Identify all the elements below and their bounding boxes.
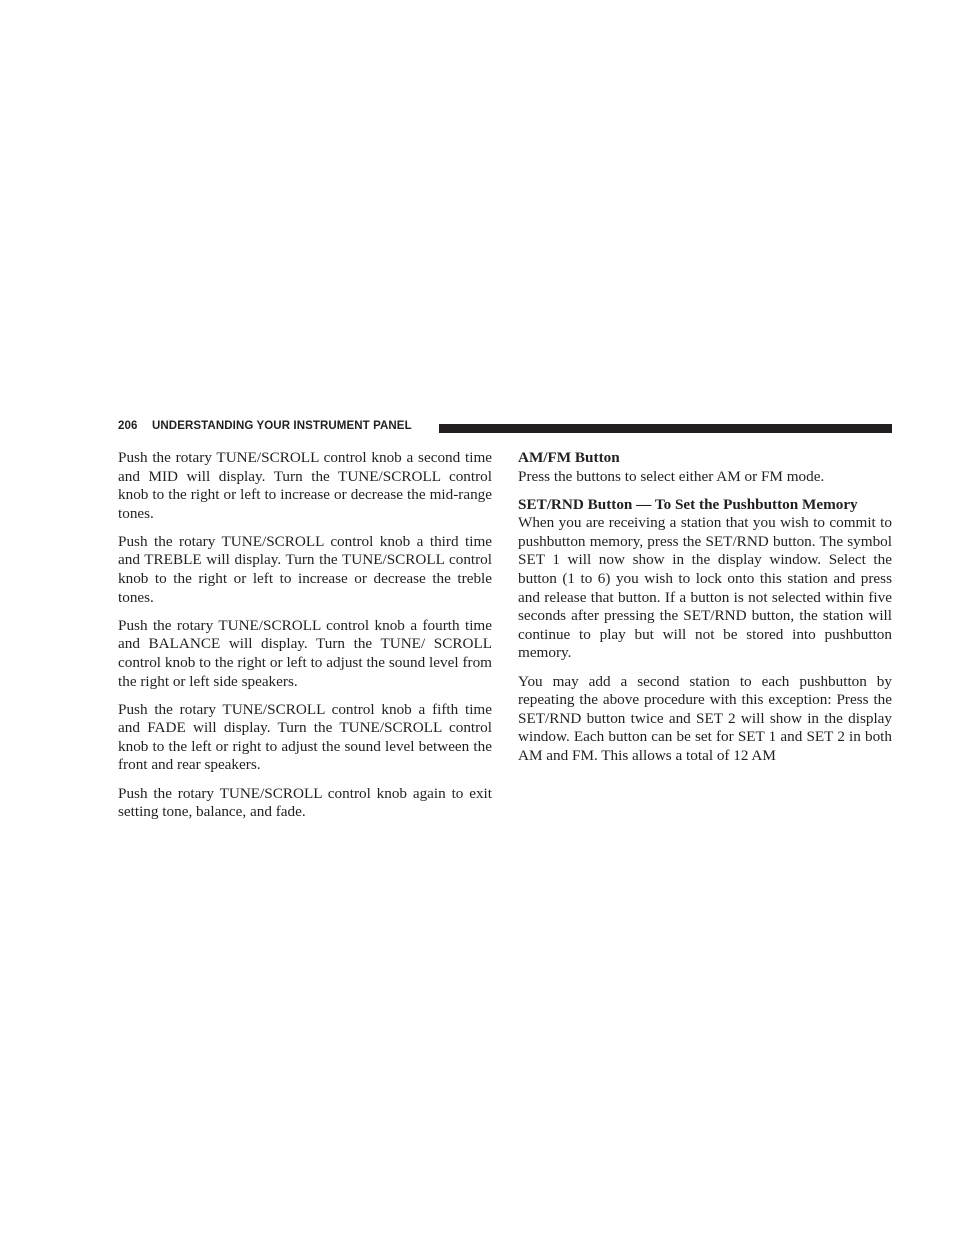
page-header: [118, 419, 892, 436]
amfm-text: Press the buttons to select either AM or FM mode.: [518, 467, 825, 485]
paragraph-exit: Push the rotary TUNE/SCROLL control knob again to exit setting tone, balance, and fade.: [118, 784, 492, 821]
right-column: [518, 449, 892, 775]
left-column: [118, 449, 492, 831]
paragraph-treble: Push the rotary TUNE/SCROLL control knob a third time and TREBLE will display. Turn the TUNE/SCROLL control knob to the right or left to increase or decrease the treble tones.: [118, 532, 492, 606]
paragraph-mid: Push the rotary TUNE/SCROLL control knob a second time and MID will display. Turn the TUNE/SCROLL control knob to the right or left to increase or decrease the mid-range tones.: [118, 449, 492, 522]
paragraph-fade: Push the rotary TUNE/SCROLL control knob a fifth time and FADE will display. Turn the TUNE/SCROLL control knob to the left or right to adjust the sound level between the front and rear speakers.: [118, 700, 492, 774]
page-number: 206: [118, 420, 138, 432]
amfm-heading: AM/FM Button: [518, 449, 620, 466]
set-rnd-paragraph-2: You may add a second station to each pushbutton by repeating the above procedure with this exception: Press the SET/RND button twice and SET 2 will show in the display window. Each button can be set for SET 1 and SET 2 in both AM and FM. This allows a total of 12 AM: [518, 672, 892, 764]
section-title: UNDERSTANDING YOUR INSTRUMENT PANEL: [152, 420, 412, 432]
set-rnd-heading: SET/RND Button — To Set the Pushbutton Memory: [518, 495, 858, 513]
header-rule: [439, 424, 892, 433]
set-rnd-paragraph-1: When you are receiving a station that you wish to commit to pushbutton memory, press the SET/RND button. The symbol SET 1 will now show in the display window. Select the button (1 to 6) you wish to lock onto this station and press and release that button. If a button is not selected within five seconds after pressing the SET/RND button, the station will continue to play but will not be stored into pushbutton memory.: [518, 514, 892, 662]
paragraph-balance: Push the rotary TUNE/SCROLL control knob a fourth time and BALANCE will display. Turn the TUNE/ SCROLL control knob to the right or left to adjust the sound level from the right or left side speakers.: [118, 616, 492, 690]
